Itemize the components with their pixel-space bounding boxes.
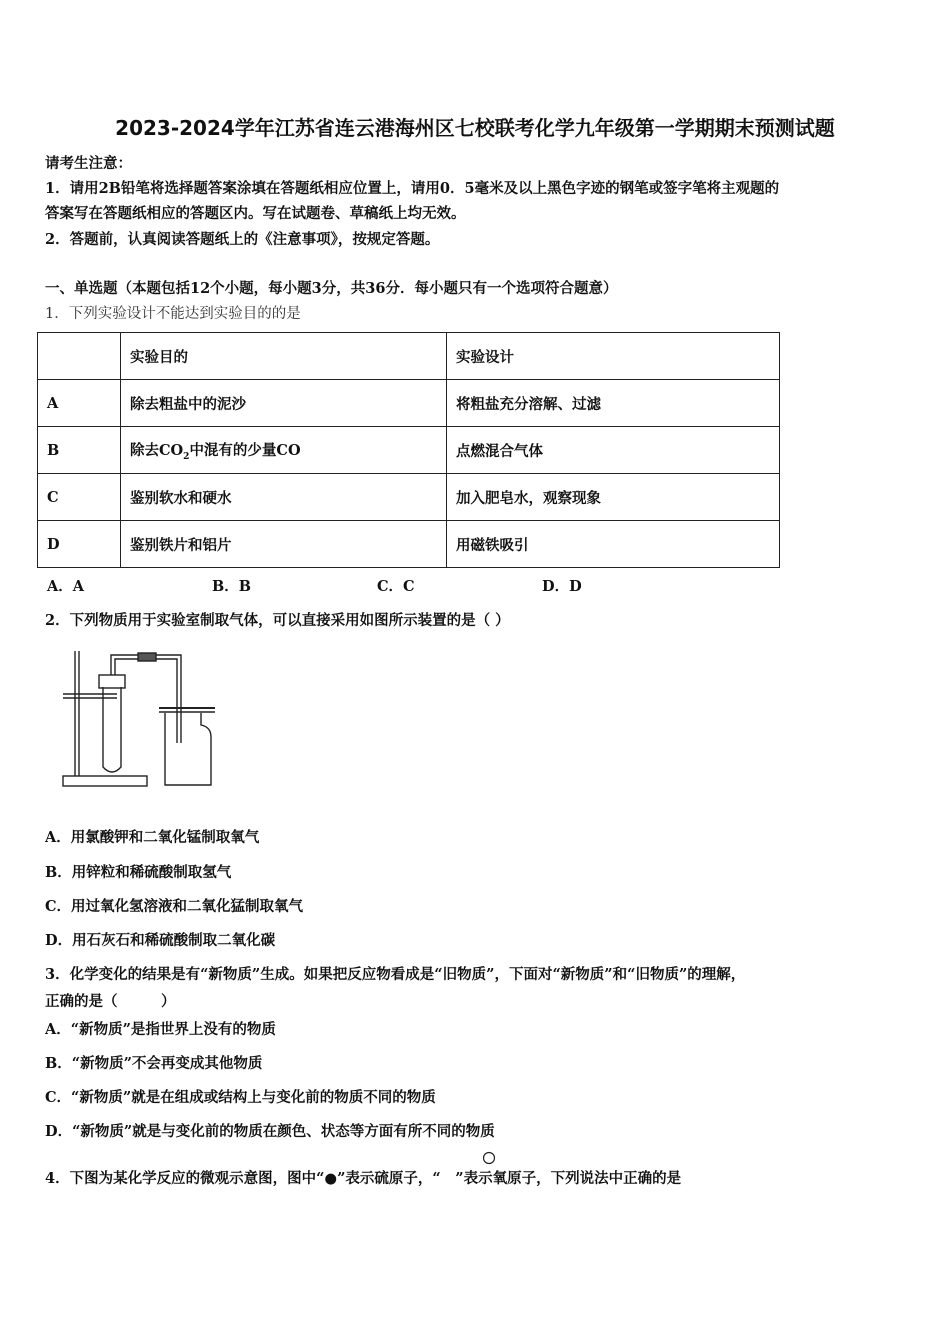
q2-option-c: C．用过氧化氢溶液和二氧化猛制取氧气 bbox=[45, 898, 304, 915]
notice-line-1b: 答案写在答题纸相应的答题区内。写在试题卷、草稿纸上均无效。 bbox=[45, 205, 466, 222]
row-design: 点燃混合气体 bbox=[447, 427, 780, 474]
oxygen-atom-icon bbox=[482, 1151, 496, 1165]
table-row bbox=[38, 427, 780, 474]
q3-option-a: A．“新物质”是指世界上没有的物质 bbox=[45, 1021, 276, 1038]
table-row bbox=[38, 521, 780, 568]
q1-option-b: B．B bbox=[212, 578, 252, 595]
row-design: 用磁铁吸引 bbox=[447, 521, 780, 568]
purpose-pre: 除去CO bbox=[130, 441, 184, 459]
q1-option-a: A．A bbox=[47, 578, 85, 595]
q3-option-c: C．“新物质”就是在组成或结构上与变化前的物质不同的物质 bbox=[45, 1089, 436, 1106]
row-label: D bbox=[38, 521, 121, 568]
q1-option-c: C．C bbox=[377, 578, 415, 595]
row-label: B bbox=[38, 427, 121, 474]
q2-option-b: B．用锌粒和稀硫酸制取氢气 bbox=[45, 864, 232, 881]
section-heading: 一、单选题（本题包括12个小题，每小题3分，共36分．每小题只有一个选项符合题意） bbox=[45, 280, 618, 297]
test-tube bbox=[103, 687, 121, 772]
row-purpose: 除去粗盐中的泥沙 bbox=[121, 380, 447, 427]
q2-option-a: A．用氯酸钾和二氧化锰制取氧气 bbox=[45, 829, 260, 846]
table-row bbox=[38, 380, 780, 427]
notice-line-2: 2．答题前，认真阅读答题纸上的《注意事项》，按规定答题。 bbox=[45, 231, 440, 248]
notice-line-1a: 1．请用2B铅笔将选择题答案涂填在答题纸相应位置上，请用0．5毫米及以上黑色字迹的钢笔或签字笔将主观题的 bbox=[45, 180, 780, 197]
row-label: C bbox=[38, 474, 121, 521]
q1-options bbox=[47, 575, 707, 596]
q3-option-d: D．“新物质”就是与变化前的物质在颜色、状态等方面有所不同的物质 bbox=[45, 1123, 495, 1140]
page-title: 2023-2024学年江苏省连云港海州区七校联考化学九年级第一学期期末预测试题 bbox=[115, 116, 835, 140]
q1-stem: 1．下列实验设计不能达到实验目的的是 bbox=[45, 306, 301, 322]
stand-base bbox=[63, 776, 147, 786]
row-purpose: 鉴别铁片和铝片 bbox=[121, 521, 447, 568]
q2-stem: 2．下列物质用于实验室制取气体，可以直接采用如图所示装置的是（ ） bbox=[45, 612, 510, 629]
gas-apparatus-diagram bbox=[55, 645, 225, 795]
row-label: A bbox=[38, 380, 121, 427]
q2-option-d: D．用石灰石和稀硫酸制取二氧化碳 bbox=[45, 932, 276, 949]
q3-option-b: B．“新物质”不会再变成其他物质 bbox=[45, 1055, 263, 1072]
q4-stem: 4．下图为某化学反应的微观示意图，图中“●”表示硫原子，“ ”表示氧原子，下列说法中正确的是 bbox=[45, 1170, 682, 1187]
purpose-sub: 2 bbox=[183, 451, 190, 462]
row-design: 将粗盐充分溶解、过滤 bbox=[447, 380, 780, 427]
gas-jar bbox=[165, 713, 211, 785]
row-design: 加入肥皂水，观察现象 bbox=[447, 474, 780, 521]
q1-option-d: D．D bbox=[542, 578, 582, 595]
q3-stem-line-2: 正确的是（ ） bbox=[45, 993, 176, 1010]
table-header-cell: 实验设计 bbox=[447, 333, 780, 380]
stopper bbox=[99, 675, 125, 688]
table-header-cell: 实验目的 bbox=[121, 333, 447, 380]
row-purpose: 鉴别软水和硬水 bbox=[121, 474, 447, 521]
table-header-row bbox=[38, 333, 780, 380]
notice-heading: 请考生注意： bbox=[45, 155, 132, 172]
q3-stem-line-1: 3．化学变化的结果是有“新物质”生成。如果把反应物看成是“旧物质”，下面对“新物质”和“旧物质”的理解， bbox=[45, 966, 746, 983]
q1-table bbox=[37, 332, 780, 568]
row-purpose bbox=[121, 427, 447, 474]
purpose-post: 中混有的少量CO bbox=[189, 441, 301, 459]
table-row bbox=[38, 474, 780, 521]
table-header-cell bbox=[38, 333, 121, 380]
